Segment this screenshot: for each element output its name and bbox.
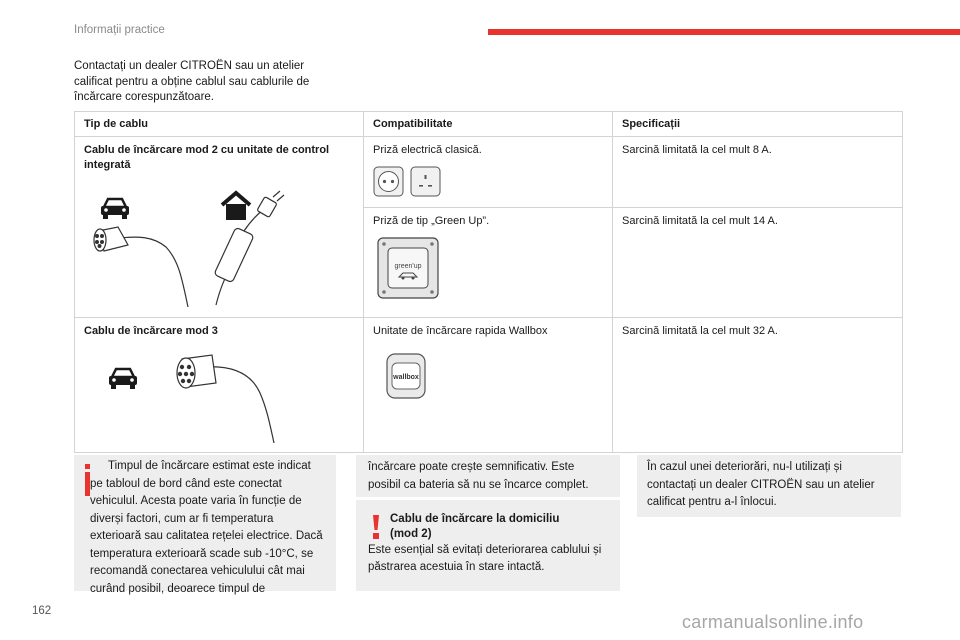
- schuko-socket-icon: [374, 167, 403, 196]
- greenup-brand-label: green'up: [394, 263, 422, 270]
- page-number: 162: [32, 605, 52, 617]
- info-icon: [84, 464, 91, 496]
- table-row: [75, 137, 903, 208]
- compat-wallbox-cell: [364, 318, 613, 453]
- table-row: [75, 318, 903, 453]
- control-unit-cable-icon: [214, 191, 284, 305]
- spec-classic-socket-label: Sarcină limitată la cel mult 8 A.: [622, 144, 772, 156]
- classic-socket-icons: [373, 166, 443, 198]
- mode3-cable-illustration: [84, 345, 354, 445]
- spec-wallbox-cell: [613, 318, 903, 453]
- compat-wallbox-label: Unitate de încărcare rapida Wallbox: [373, 325, 548, 337]
- damage-note: [637, 455, 901, 517]
- cable-table: [74, 111, 903, 453]
- intro-paragraph: Contactați un dealer CITROËN sau un atelier calificat pentru a obține cablul sau cablurile de încărcare corespunzătoare.: [74, 60, 310, 103]
- compat-greenup-label: Priză de tip „Green Up”.: [373, 215, 490, 227]
- header-accent-bar: [488, 29, 960, 35]
- warning-title: Cablu de încărcare la domiciliu (mod 2): [390, 513, 560, 540]
- header-title: Informații practice: [74, 24, 165, 36]
- table-header-row: [75, 112, 903, 137]
- warning-text: Este esențial să evitați deteriorarea cablului și păstrarea acestuia în stare intactă.: [368, 544, 602, 573]
- house-icon: [222, 193, 250, 220]
- charging-plug-icon: [94, 227, 188, 307]
- cable-mode2-cell: [75, 137, 364, 318]
- cable-mode2-label: Cablu de încărcare mod 2 cu unitate de control integrată: [84, 144, 330, 171]
- spec-greenup-cell: [613, 208, 903, 318]
- car-icon: [109, 369, 137, 389]
- cable-mode3-label: Cablu de încărcare mod 3: [84, 325, 218, 337]
- warning-exclamation-icon: [370, 515, 382, 539]
- info-note-continued: [356, 455, 620, 497]
- column-header-compatibility: Compatibilitate: [364, 112, 613, 137]
- uk-socket-icon: [411, 167, 440, 196]
- column-header-specifications: Specificații: [613, 112, 903, 137]
- info-note-text: Timpul de încărcare estimat este indicat pe tabloul de bord când este conectat vehiculul. Acesta poate varia în funcție de diverși factori, cum ar fi temperatura exterioară sau calitatea rețelei electrice. Dacă temperatura exterioară scade sub -10°C, se recomandă conectarea vehiculului cât mai curând posibil, deoarece timpul de: [90, 460, 323, 595]
- damage-note-text: În cazul unei deteriorări, nu-l utilizați și contactați un dealer CITROËN sau un atelier calificat pentru a-l înlocui.: [647, 461, 875, 508]
- mode2-cable-illustration: [84, 179, 354, 309]
- compat-classic-socket-label: Priză electrică clasică.: [373, 144, 482, 156]
- car-icon: [101, 199, 129, 219]
- compat-classic-socket-cell: [364, 137, 613, 208]
- info-continued-text: încărcare poate crește semnificativ. Este posibil ca bateria să nu se încarce complet.: [368, 461, 589, 491]
- greenup-socket-icon: [377, 237, 439, 299]
- warning-note: [356, 500, 620, 591]
- wallbox-icon: [383, 353, 429, 399]
- spec-classic-socket-cell: [613, 137, 903, 208]
- column-header-cable-type: Tip de cablu: [75, 112, 364, 137]
- info-note: [74, 455, 336, 595]
- spec-greenup-label: Sarcină limitată la cel mult 14 A.: [622, 215, 778, 227]
- spec-wallbox-label: Sarcină limitată la cel mult 32 A.: [622, 325, 778, 337]
- watermark: carmanualsonline.info: [682, 612, 864, 632]
- type2-plug-icon: [177, 355, 274, 443]
- compat-greenup-cell: [364, 208, 613, 318]
- wallbox-brand-label: wallbox: [393, 374, 419, 381]
- cable-mode3-cell: [75, 318, 364, 453]
